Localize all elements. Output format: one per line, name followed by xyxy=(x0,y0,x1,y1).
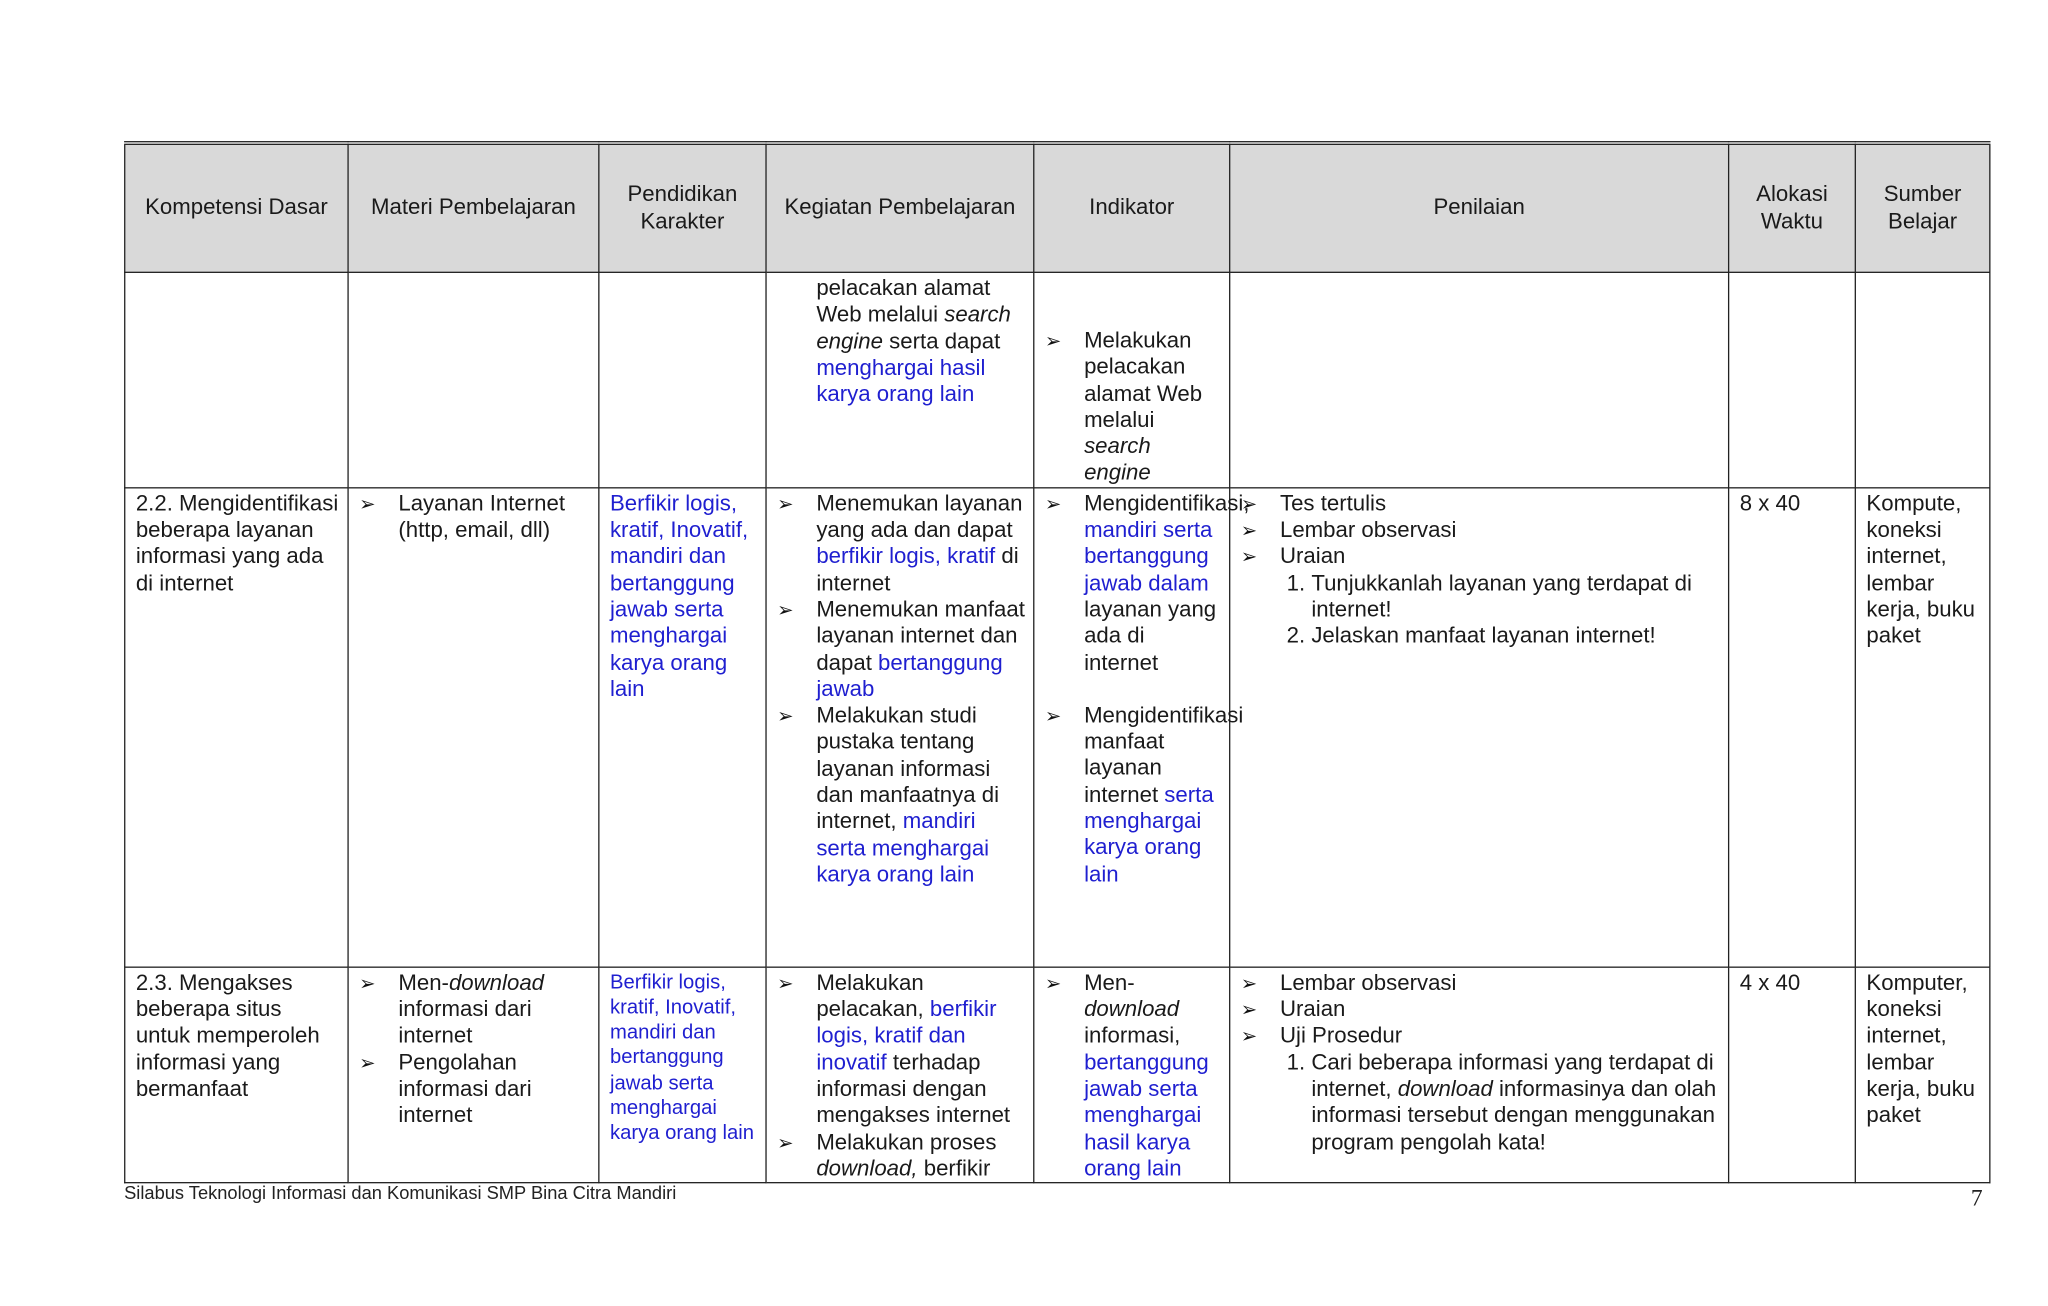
header-pendidikan-karakter: Pendidikan Karakter xyxy=(599,143,766,272)
penilaian-list xyxy=(1241,970,1722,1050)
list-item: 2. Jelaskan manfaat layanan internet! xyxy=(1311,623,1721,650)
kegiatan-list xyxy=(777,491,1026,889)
cell-kegiatan xyxy=(766,967,1034,1183)
materi-list xyxy=(359,970,591,1129)
list-item: ➢ Melakukan proses download, berfikir xyxy=(777,1129,1026,1182)
header-indikator: Indikator xyxy=(1034,143,1230,272)
list-item: ➢ Menemukan manfaat layanan internet dan dapat bertanggung jawab xyxy=(777,597,1026,703)
list-item: ➢ Tes tertulis xyxy=(1241,491,1722,518)
list-item: ➢ Pengolahan informasi dari internet xyxy=(359,1050,591,1130)
cell-kompetensi: 2.3. Mengakses beberapa situs untuk memperoleh informasi yang bermanfaat xyxy=(125,967,348,1183)
penilaian-questions xyxy=(1241,570,1722,650)
list-item: ➢ Uraian xyxy=(1241,997,1722,1024)
header-materi-pembelajaran: Materi Pembelajaran xyxy=(348,143,599,272)
indikator-list xyxy=(1045,970,1223,1182)
cell-alokasi: 4 x 40 xyxy=(1729,967,1856,1183)
list-item: ➢ Melakukan pelacakan alamat Web melalui search engine xyxy=(1045,328,1223,487)
list-item: ➢ Men-download informasi, bertanggung jawab serta menghargai hasil karya orang lain xyxy=(1045,970,1223,1182)
cell-alokasi xyxy=(1729,272,1856,487)
cell-indikator xyxy=(1034,488,1250,967)
cell-penilaian xyxy=(1230,488,1729,967)
cell-alokasi: 8 x 40 xyxy=(1729,488,1856,967)
table-row xyxy=(125,272,1990,487)
penilaian-list xyxy=(1241,491,1722,571)
indikator-list xyxy=(1045,490,1250,888)
list-item: ➢ Mengidentifikasi manfaat layanan internet serta menghargai karya orang lain xyxy=(1045,702,1223,888)
list-item: ➢ Lembar observasi xyxy=(1241,517,1722,544)
list-item: ➢ Uraian xyxy=(1241,544,1722,571)
cell-sumber xyxy=(1855,272,1990,487)
cell-sumber: Kompute, koneksi internet, lembar kerja, buku paket xyxy=(1855,488,1990,967)
header-kompetensi-dasar: Kompetensi Dasar xyxy=(125,143,348,272)
table-row xyxy=(125,488,1990,967)
cell-materi xyxy=(348,272,599,487)
list-item: ➢ Melakukan studi pustaka tentang layanan informasi dan manfaatnya di internet, mandiri serta menghargai karya orang lain xyxy=(777,703,1026,889)
list-item: ➢ Mengidentifikasi, mandiri serta bertanggung jawab dalam layanan yang ada di internet xyxy=(1045,491,1223,677)
list-item: 1. Cari beberapa informasi yang terdapat di internet, download informasinya dan olah informasi tersebut dengan menggunakan program pengolah kata! xyxy=(1311,1050,1721,1156)
cell-materi xyxy=(348,488,599,967)
penilaian-questions xyxy=(1241,1050,1722,1156)
cell-karakter: Berfikir logis, kratif, Inovatif, mandiri dan bertanggung jawab serta menghargai karya orang lain xyxy=(599,967,766,1183)
header-alokasi-waktu: Alokasi Waktu xyxy=(1729,143,1856,272)
cell-penilaian xyxy=(1230,967,1729,1183)
cell-kegiatan xyxy=(766,272,1034,487)
header-sumber-belajar: Sumber Belajar xyxy=(1855,143,1990,272)
cell-karakter xyxy=(599,272,766,487)
cell-kompetensi: 2.2. Mengidentifikasi beberapa layanan informasi yang ada di internet xyxy=(125,488,348,967)
table-row xyxy=(125,967,1990,1183)
header-penilaian: Penilaian xyxy=(1230,143,1729,272)
list-item: 1. Tunjukkanlah layanan yang terdapat di internet! xyxy=(1311,570,1721,623)
cell-indikator xyxy=(1034,272,1230,487)
syllabus-table xyxy=(124,141,1990,1183)
cell-materi xyxy=(348,967,599,1183)
cell-kegiatan xyxy=(766,488,1034,967)
kegiatan-continued-text: pelacakan alamat Web melalui search engine serta dapat menghargai hasil karya orang lain xyxy=(816,275,1011,407)
table-header-row xyxy=(125,143,1990,272)
materi-list xyxy=(359,491,591,544)
cell-karakter: Berfikir logis, kratif, Inovatif, mandiri dan bertanggung jawab serta menghargai karya orang lain xyxy=(599,488,766,967)
cell-penilaian xyxy=(1230,272,1729,487)
list-item: ➢ Layanan Internet (http, email, dll) xyxy=(359,491,591,544)
list-item: ➢ Melakukan pelacakan, berfikir logis, kratif dan inovatif terhadap informasi dengan mengakses internet xyxy=(777,970,1026,1129)
cell-sumber: Komputer, koneksi internet, lembar kerja, buku paket xyxy=(1855,967,1990,1183)
indikator-list xyxy=(1045,328,1223,487)
cell-indikator xyxy=(1034,967,1230,1183)
list-item: ➢ Lembar observasi xyxy=(1241,970,1722,997)
list-item: ➢ Men-download informasi dari internet xyxy=(359,970,591,1050)
cell-kompetensi xyxy=(125,272,348,487)
kegiatan-list xyxy=(777,970,1026,1182)
header-kegiatan-pembelajaran: Kegiatan Pembelajaran xyxy=(766,143,1034,272)
list-item: ➢ Uji Prosedur xyxy=(1241,1023,1722,1050)
list-item: ➢ Menemukan layanan yang ada dan dapat berfikir logis, kratif di internet xyxy=(777,491,1026,597)
page-footer: Silabus Teknologi Informasi dan Komunikasi SMP Bina Citra Mandiri xyxy=(124,1182,677,1203)
page-number: 7 xyxy=(1970,1184,1983,1211)
